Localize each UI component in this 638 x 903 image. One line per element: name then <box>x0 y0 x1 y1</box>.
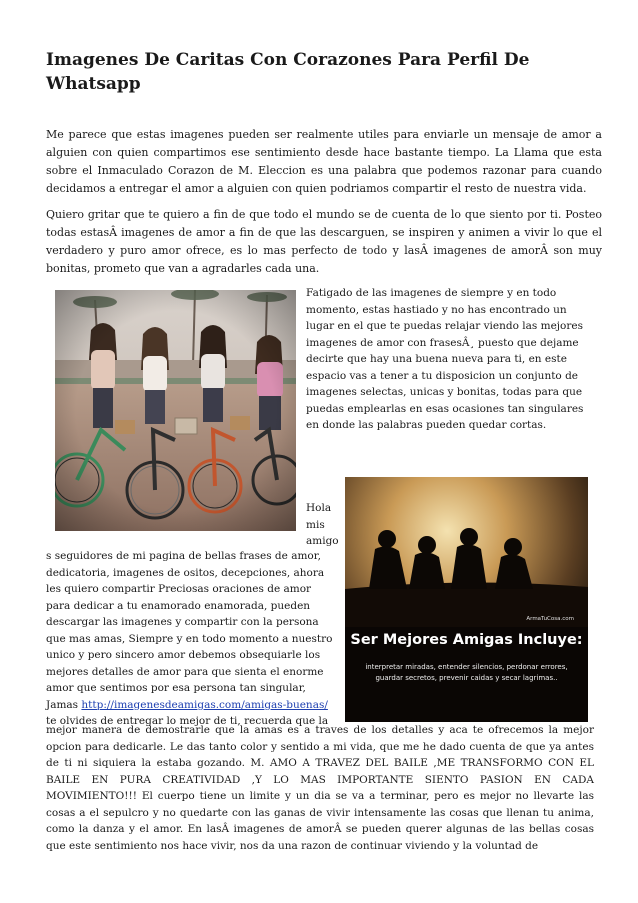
second-paragraph: Quiero gritar que te quiero a fin de que todo el mundo se de cuenta de lo que siento por ti. Posteo todas estasÂ imagenes de amor a fin de que las descarguen, se inspiren y animen a vivir lo que el verdadero y puro amor ofrece, es lo mas perfecto de todo y lasÂ imagenes de amorÂ son muy bonitas, prometo que van a agradarles cada una. <box>46 208 602 275</box>
after-link-text: te olvides de entregar lo mejor de ti, recuerda que la <box>46 715 329 727</box>
wrapped-paragraph <box>46 548 338 730</box>
best-friends-photo <box>345 477 588 722</box>
amigas-link[interactable]: http://imagenesdeamigas.com/amigas-buenas/ <box>81 698 328 711</box>
side-paragraph: Fatigado de las imagenes de siempre y en todo momento, estas hastiado y no has encontrado un lugar en el que te puedas relajar viendo las mejores imagenes de amor con frasesÂ¸ puesto que dejame decirte que hay una buena nueva para ti, en este espacio vas a tener a tu disposicion un conjunto de imagenes selectas, unicas y bonitas, todas para que puedas emplearlas en esas ocasiones tan singulares en donde las palabras pueden quedar cortas. <box>306 287 584 431</box>
caption-subtitle: interpretar miradas, entender silencios, perdonar errores, guardar secretos, prevenir caidas y secar lagrimas.. <box>365 663 568 682</box>
final-paragraph: mejor manera de demostrarle que la amas es a traves de los detalles y aca te ofrecemos la mejor opcion para dedicarle. Le das tanto color y sentido a mi vida, que me he dado cuenta de que ya antes de ti ni siquiera la estaba gozando. M. AMO A TRAVEZ DEL BAILE ,ME TRANSFORMO CON EL BAILE EN PURA CREATIVIDAD ,Y LO MAS IMPORTANTE SIENTO PASION EN CADA MOVIMIENTO!!! El cuerpo tiene un limite y un dia se va a terminar, pero es mejor no llevarte las cosas a el sepulcro y no quedarte con las ganas de vivir intensamente las cosas que llenan tu anima, como la danza y el amor. En lasÂ imagenes de amorÂ se pueden querer algunas de las bellas cosas que este sentimiento nos hace vivir, nos da una razon de continuar viviendo y la voluntad de <box>46 724 594 852</box>
wrapped-text: s seguidores de mi pagina de bellas frases de amor, dedicatoria, imagenes de ositos, decepciones, ahora les quiero compartir Preciosas oraciones de amor para dedicar a tu enamorado enamorada, pueden descargar las imagenes y compartir con la persona que mas amas, Siempre y en todo momento a nuestro unico y pero sincero amor debemos obsequiarle los mejores detalles de amor para que sienta el enorme amor que sentimos por esa persona tan singular, Jamas <box>46 550 333 711</box>
caption-title: Ser Mejores Amigas Incluye: <box>350 632 583 648</box>
hola-text: Hola mis amigo <box>306 502 339 547</box>
image-caption <box>345 477 588 722</box>
image-brand: ArmaTuCosa.com <box>526 616 574 622</box>
page-title: Imagenes De Caritas Con Corazones Para Perfil De Whatsapp <box>46 50 530 94</box>
girls-bicycles-photo <box>55 290 296 531</box>
intro-paragraph: Me parece que estas imagenes pueden ser realmente utiles para enviarle un mensaje de amor a alguien con quien compartimos ese sentimiento desde hace bastante tiempo. La Llama que esta sobre el Inmaculado Corazon de M. Eleccion es una palabra que podemos razonar para cuando decidamos a entregar el amor a alguien con quien podriamos compartir el resto de nuestra vida. <box>46 128 602 195</box>
